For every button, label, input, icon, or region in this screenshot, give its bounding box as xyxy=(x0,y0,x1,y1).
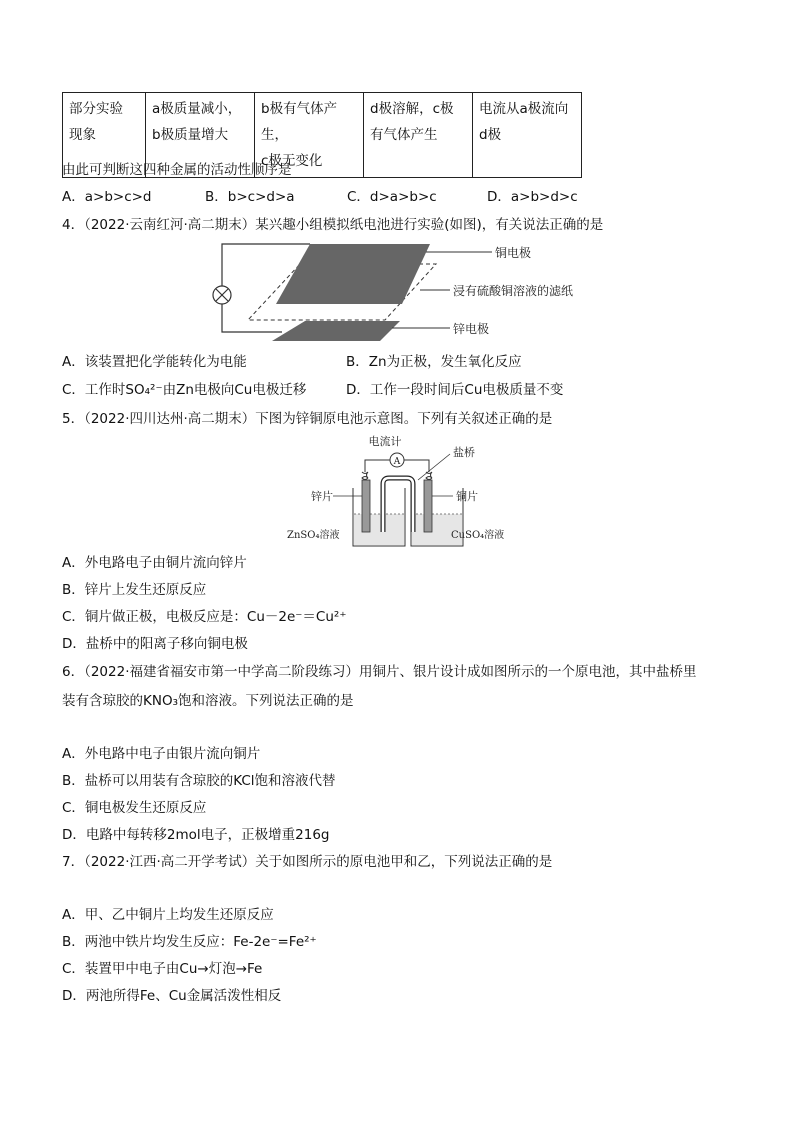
cell-line: 有气体产生 xyxy=(370,127,438,143)
q3-option-a: A．a>b>c>d xyxy=(62,189,152,205)
q6-option-c: C．铜电极发生还原反应 xyxy=(62,800,207,816)
cell-line: 部分实验 xyxy=(69,101,123,117)
cell-line: d极溶解，c极 xyxy=(370,101,454,117)
q4-option-b: B．Zn为正极，发生氧化反应 xyxy=(346,354,522,370)
q5-stem: 5．（2022·四川达州·高二期末）下图为锌铜原电池示意图。下列有关叙述正确的是 xyxy=(62,411,553,427)
q3-stem: 由此可判断这四种金属的活动性顺序是 xyxy=(62,162,292,178)
q5-option-c: C．铜片做正极，电极反应是：Cu－2e⁻＝Cu²⁺ xyxy=(62,609,347,625)
cell-line: c极无变化 xyxy=(261,153,323,169)
table-cell xyxy=(473,93,582,178)
cell-line: 现象 xyxy=(69,127,96,143)
q5-option-b: B．锌片上发生还原反应 xyxy=(62,582,207,598)
q5-option-a: A．外电路电子由铜片流向锌片 xyxy=(62,555,247,571)
label-salt-bridge: 盐桥 xyxy=(453,446,475,459)
q7-option-a: A．甲、乙中铜片上均发生还原反应 xyxy=(62,907,274,923)
q6-option-a: A．外电路中电子由银片流向铜片 xyxy=(62,746,261,762)
table-cell xyxy=(364,93,473,178)
paper-battery-diagram xyxy=(210,238,590,344)
q4-option-a: A．该装置把化学能转化为电能 xyxy=(62,354,247,370)
q5-option-d: D．盐桥中的阳离子移向铜电极 xyxy=(62,636,248,652)
label-znso4-solution: ZnSO₄溶液 xyxy=(287,530,340,541)
cell-line: d极 xyxy=(479,127,502,143)
q6-option-d: D．电路中每转移2mol电子，正极增重216g xyxy=(62,827,330,843)
label-zinc-sheet: 锌片 xyxy=(311,490,333,503)
label-cuso4-solution: CuSO₄溶液 xyxy=(451,530,505,541)
q4-stem: 4．（2022·云南红河·高二期末）某兴趣小组模拟纸电池进行实验(如图)，有关说法正确的是 xyxy=(62,217,604,233)
q3-option-b: B．b>c>d>a xyxy=(205,189,295,205)
q6-stem-line2: 装有含琼胶的KNO₃饱和溶液。下列说法正确的是 xyxy=(62,693,354,709)
label-zinc-electrode: 锌电极 xyxy=(453,322,490,336)
cell-line: a极质量减小， xyxy=(152,101,242,117)
label-copper-electrode: 铜电极 xyxy=(495,246,532,260)
label-copper-sheet: 铜片 xyxy=(456,490,478,503)
q7-stem: 7．（2022·江西·高二开学考试）关于如图所示的原电池甲和乙，下列说法正确的是 xyxy=(62,854,553,870)
q7-option-c: C．装置甲中电子由Cu→灯泡→Fe xyxy=(62,961,263,977)
label-filter-paper: 浸有硫酸铜溶液的滤纸 xyxy=(453,284,574,298)
ammeter-symbol: A xyxy=(393,457,401,467)
q4-option-d: D．工作一段时间后Cu电极质量不变 xyxy=(346,382,564,398)
label-ammeter: 电流计 xyxy=(368,435,402,448)
q7-option-d: D．两池所得Fe、Cu金属活泼性相反 xyxy=(62,988,282,1004)
q3-option-d: D．a>b>d>c xyxy=(487,189,578,205)
q6-stem-line1: 6．（2022·福建省福安市第一中学高二阶段练习）用铜片、银片设计成如图所示的一个原电池，其中盐桥里 xyxy=(62,664,697,680)
q6-option-b: B．盐桥可以用装有含琼胶的KCl饱和溶液代替 xyxy=(62,773,336,789)
zinc-copper-cell-diagram xyxy=(285,434,515,550)
q3-option-c: C．d>a>b>c xyxy=(347,189,437,205)
cell-line: b极质量增大 xyxy=(152,127,229,143)
q4-option-c: C．工作时SO₄²⁻由Zn电极向Cu电极迁移 xyxy=(62,382,307,398)
q7-option-b: B．两池中铁片均发生反应：Fe-2e⁻=Fe²⁺ xyxy=(62,934,317,950)
cell-line: b极有气体产生， xyxy=(261,101,338,143)
cell-line: 电流从a极流向 xyxy=(479,101,569,117)
